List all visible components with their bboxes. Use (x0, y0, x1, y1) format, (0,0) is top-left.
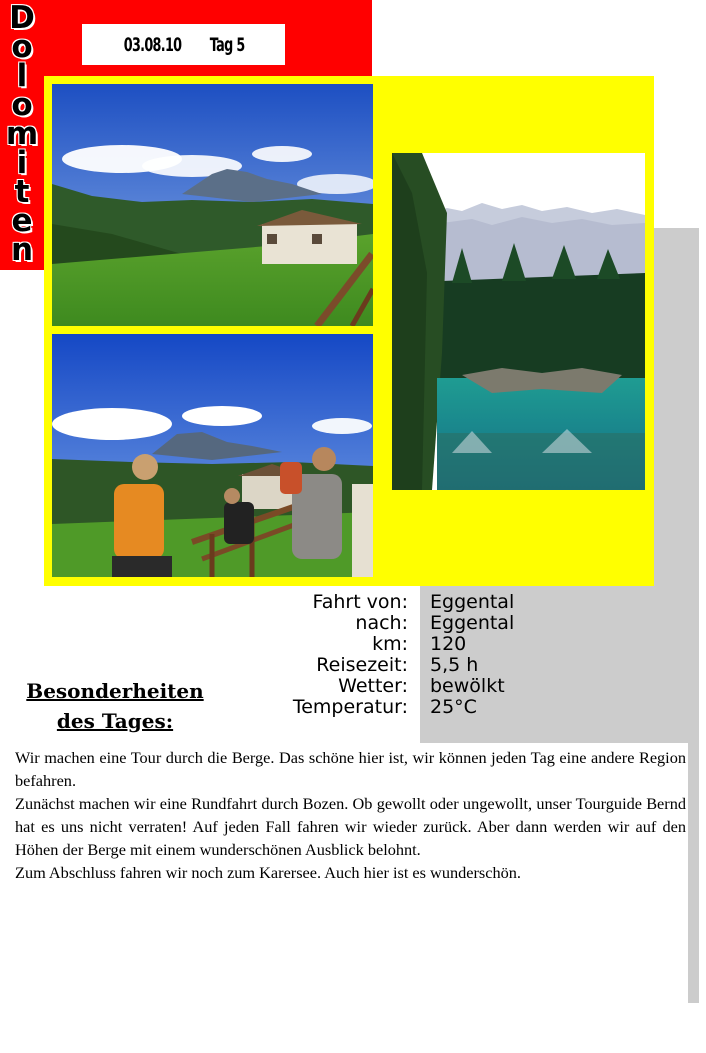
photo-karersee-lake (392, 153, 645, 490)
fact-label: Fahrt von: (312, 591, 408, 613)
title-letter: i (16, 145, 28, 181)
fact-value: 25°C (430, 696, 477, 718)
title-letter: n (10, 232, 34, 268)
special-heading-line1: Besonderheiten (26, 679, 204, 703)
fact-row-to (270, 613, 570, 634)
title-letter: D (9, 0, 35, 36)
photo-mountain-farmhouse (52, 84, 373, 326)
fact-label: nach: (355, 612, 408, 634)
day-description (15, 746, 686, 884)
fact-row-temperature (270, 697, 570, 718)
fact-row-weather (270, 676, 570, 697)
trip-facts (270, 592, 570, 718)
side-strip-gray (688, 740, 699, 1003)
paragraph: Zunächst machen wir eine Rundfahrt durch Bozen. Ob gewollt oder ungewollt, unser Tourguide Bernd hat es uns nicht verraten! Auf jeden Fall fahren wir wieder zurück. Aber dann werden wir auf den Höhen der Berge mit einem wunderschönen Ausblick belohnt. (15, 794, 686, 859)
special-heading-line2: des Tages: (56, 709, 174, 733)
title-letter: o (11, 29, 33, 65)
fact-label: Reisezeit: (316, 654, 408, 676)
photo-hikers-fence (52, 334, 373, 577)
title-letter: l (16, 58, 28, 94)
fact-value: 5,5 h (430, 654, 479, 676)
fact-value: Eggental (430, 612, 515, 634)
fact-row-km (270, 634, 570, 655)
fact-value: bewölkt (430, 675, 505, 697)
paragraph: Zum Abschluss fahren wir noch zum Karersee. Auch hier ist es wunderschön. (15, 863, 521, 882)
fact-row-travel-time (270, 655, 570, 676)
title-letter: t (14, 174, 30, 210)
fact-value: Eggental (430, 591, 515, 613)
vertical-title-dolomiten (3, 0, 41, 268)
paragraph: Wir machen eine Tour durch die Berge. Das schöne hier ist, wir können jeden Tag eine andere Region befahren. (15, 748, 686, 790)
title-letter: e (11, 203, 33, 239)
title-letter: o (11, 87, 33, 123)
special-heading (20, 676, 210, 736)
fact-label: Wetter: (338, 675, 408, 697)
date-box (82, 24, 285, 65)
fact-row-from (270, 592, 570, 613)
fact-value: 120 (430, 633, 467, 655)
date-text: 03.08.10 Tag 5 (124, 33, 246, 56)
title-letter: m (5, 116, 39, 152)
fact-label: Temperatur: (292, 696, 408, 718)
fact-label: km: (372, 633, 408, 655)
